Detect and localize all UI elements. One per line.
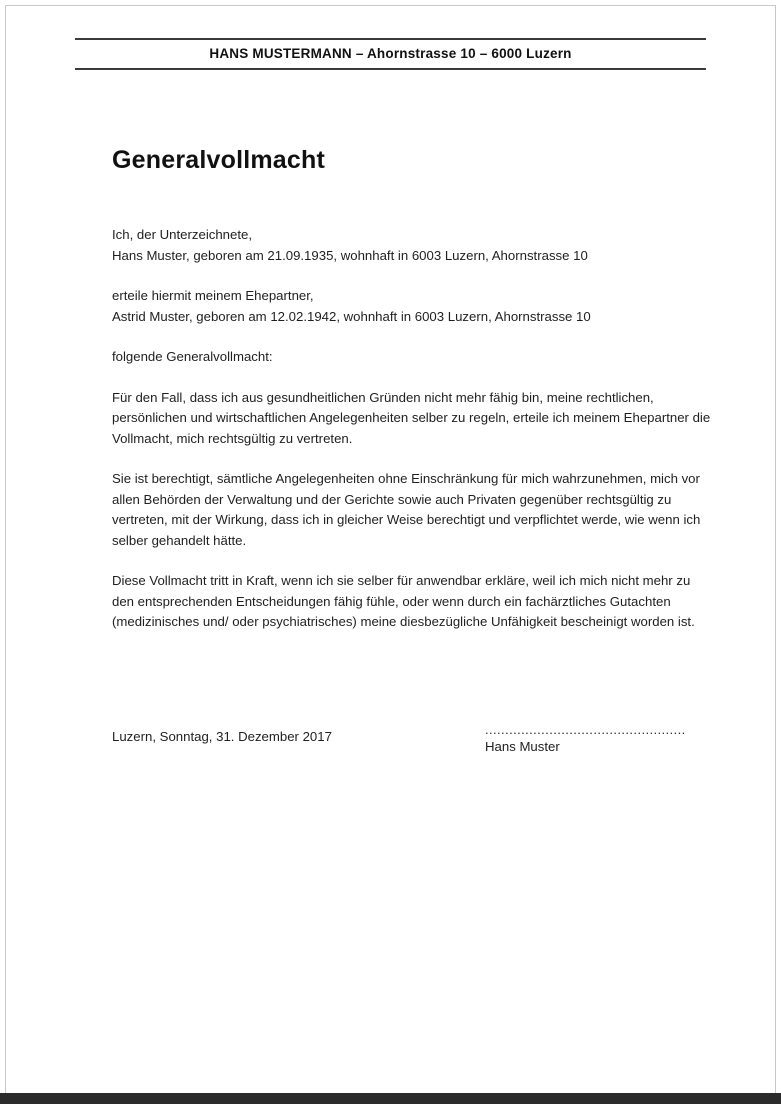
text-line: erteile hiermit meinem Ehepartner,	[112, 288, 314, 303]
place-date: Luzern, Sonntag, 31. Dezember 2017	[112, 728, 332, 744]
document-body	[112, 146, 712, 773]
document-title: Generalvollmacht	[112, 146, 326, 174]
text-line: folgende Generalvollmacht:	[112, 349, 273, 364]
paragraph-lead-in	[112, 347, 712, 368]
paragraph-effective-conditions	[112, 571, 712, 633]
letterhead	[75, 38, 706, 70]
paragraph-grantee	[112, 286, 712, 327]
letterhead-text: HANS MUSTERMANN – Ahornstrasse 10 – 6000 Luzern	[209, 46, 572, 61]
paragraph-scope-grant	[112, 388, 712, 450]
text-line: Sie ist berechtigt, sämtliche Angelegenheiten ohne Einschränkung für mich wahrzunehmen, mich vor allen Behörden der Verwaltung und der Gerichte sowie auch Privaten gegenüber rechtsgültig zu vertreten, mit der Wirkung, dass ich in gleicher Weise berechtigt und verpflichtet werde, wie wenn ich selber gehandelt hätte.	[112, 471, 701, 548]
text-line: Diese Vollmacht tritt in Kraft, wenn ich sie selber für anwendbar erkläre, weil ich mich nicht mehr zu den entsprechenden Entscheidungen fähig fühle, oder wenn durch ein fachärztliches Gutachten (medizinisches und/ oder psychiatrisches) meine diesbezügliche Unfähigkeit bescheinigt worden ist.	[112, 573, 695, 629]
signature-block	[485, 722, 686, 754]
paragraph-introduction-principal	[112, 225, 712, 266]
signature-section	[112, 721, 712, 773]
text-line: Astrid Muster, geboren am 12.02.1942, wohnhaft in 6003 Luzern, Ahornstrasse 10	[112, 308, 591, 324]
scan-bottom-edge	[0, 1093, 781, 1104]
signature-name: Hans Muster	[485, 738, 560, 754]
letterhead-rule-bottom	[75, 68, 706, 70]
paragraph-authorization	[112, 469, 712, 551]
text-line: Ich, der Unterzeichnete,	[112, 227, 253, 242]
text-line: Für den Fall, dass ich aus gesundheitlichen Gründen nicht mehr fähig bin, meine rechtlichen, persönlichen und wirtschaftlichen Angelegenheiten selber zu regeln, erteile ich meinem Ehepartner die Vollmacht, mich rechtsgültig zu vertreten.	[112, 389, 711, 446]
signature-line: ..................................................	[485, 721, 686, 737]
text-line: Hans Muster, geboren am 21.09.1935, wohnhaft in 6003 Luzern, Ahornstrasse 10	[112, 247, 588, 263]
